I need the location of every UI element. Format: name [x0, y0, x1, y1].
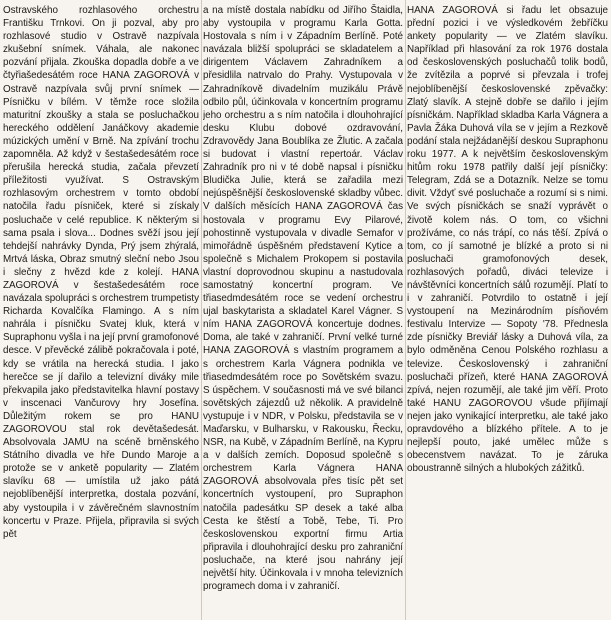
text-column-2: [203, 4, 403, 616]
text-column-3: [407, 4, 608, 616]
column-divider-2: [405, 0, 406, 620]
column-2-text: a na místě dostala nabídku od Jiřího Štaidla, aby vystoupila v programu Karla Gotta. Hostovala s ním i v Západním Berlíně. Poté navázala bližší spolupráci se skladatelem a dirigentem Václavem Zahradníkem a přesidlila natrvalo do Prahy. Vystupovala v Zahradníkově divadelním muzikálu Právě odbilo půl, účinkovala v koncertním programu jeho orchestru a s ním natočila i dlouhohrající desku Klubu dobové ozdravování, Zdravovědy Jana Boublíka ze Žlutic. A začala si budovat i vlastní repertoár. Václav Zahradník pro ni v té době napsal i písničku Bludička Julie, která se zařadila mezi nejúspěšnější československé skladby vůbec. V dalších měsících HANA ZAGOROVÁ čas hostovala v programu Evy Pilarové, pohostinně vystupovala v divadle Semafor v mimořádně úspěšném představení Kytice a společně s Michalem Prokopem si postavila vlastní doprovodnou skupinu a nastudovala samostatný koncertní program. Ve třiasedmdesátém roce se vedení orchestru ujal baskytarista a skladatel Karel Vágner. S ním HANA ZAGOROVÁ koncertuje dodnes. Doma, ale také v zahraničí. První velké turné HANA ZAGOROVÁ s vlastním programem a s orchestrem Karla Vágnera podnikla ve třiasedmdesátém roce po Sovětském svazu. S úspěchem. V současnosti má ve své bilanci sovětských zájezdů už několik. A pravidelně vystupuje i v NDR, v Polsku, představila se v Maďarsku, v Bulharsku, v Rakousku, Řecku, NSR, na Kubě, v Západním Berlíně, na Kypru a v dalších zemích. Doposud společně s orchestrem Karla Vágnera HANA ZAGOROVÁ absolvovala přes tisíc pět set koncertních vystoupení, pro Supraphon natočila padesátku SP desek a také alba Cesta ke štěstí a Tobě, Tebe, Ti. Pro československou exportní firmu Artia připravila i dlouhohrající desku pro zahraniční posluchače, na které jsou nahrány její největší hity. Účinkovala i v mnoha televizních programech doma i v zahraničí.: [203, 5, 403, 593]
column-1-text: Ostravského rozhlasového orchestru Františku Trnkovi. On ji pozval, aby pro rozhlasové studio v Ostravě nazpívala zkušební snímek. Váhala, ale nakonec pozvání přijala. Zkouška dopadla dobře a ve čtyřiašedesátém roce HANA ZAGOROVÁ v Ostravě nazpívala svůj první snímek — Písničku v bílém. V těmže roce složila maturitní zkoušky a stala se posluchačkou hereckého oddělení Janáčkovy akademie múzických umění v Brně. Na zpívání trochu zapomněla. Až když v šestašedesátém roce přerušila herecká studia, začala převzetí příležitosti využívat. S Ostravským rozhlasovým orchestrem v tomto období natočila řadu písniček, které si získaly posluchače v celé republice. K některým si sama psala i slova... Dodnes svěží jsou její tehdejší nahrávky Dynda, Prý jsem zhýralá, Mrtvá láska, Obraz smutný sleční nebo Jsou i slečny z hvězd kde z kolejí. HANA ZAGOROVÁ v šestašedesátém roce navázala spolupráci s orchestrem trumpetisty Richarda Kovalčíka Flamingo. A s ním nahrála i písničku Svatej kluk, která v Supraphonu vyšla i na její první gramofonové desce. V převěcké zálibě pokračovala i poté, kdy se vrátila na herecká studia. I jako herečce se jí dařilo a televizní diváky mile překvapila jako představitelka hlavní postavy v inscenaci Vančurovy hry Josefína. Důležitým rokem se pro HANU ZAGOROVOU stal rok devětašedesát. Absolvovala JAMU na scéně brněnského Státního divadla ve hře Dundo Maroje a protože se v anketě popularity — Zlatém slavíku 68 — umístila už jako pátá nejoblíbenější interpretka, dostala pozvání, aby vystoupila i v závěrečném slavnostním koncertu v Praze. Přijela, připravila si svých pět: [3, 5, 199, 540]
text-column-1: [3, 4, 199, 616]
column-3-text: HANA ZAGOROVÁ si řadu let obsazuje přední pozici i ve výsledkovém žebříčku ankety popularity — ve Zlatém slavíku. Například při hlasování za rok 1976 dostala od československých posluchačů tolik bodů, že zvítězila a poprvé si převzala i trofej nejoblíbenější československé zpěvačky: Zlatý slavík. A stejně dobře se dařilo i jejím písničkám. Například skladba Karla Vágnera a Pavla Žáka Duhová víla se v jejím a Rezkově podání stala nejžádanější deskou Supraphonu roku 1977. A k největším československým hitům roku 1978 patřily další její písničky: Telegram, Zdá se a Dotazník. Nelze se tomu divit. Vždyť své posluchače a rozumí si s nimi. Ve svých písničkách se snaží vyprávět o životě kolem nás. O tom, co všichni prožíváme, co nás trápí, co nás těší. Zpívá o tom, co jí samotné je blízké a proto si ni posluchači gramofonových desek, rozhlasových pořadů, diváci televize i návštěvníci koncertních sálů rozumějí. Platí to i v zahraničí. Potvrdilo to ostatně i její vystoupení na Mezinárodním písňovém festivalu Intervize — Sopoty '78. Přednesla zde písničky Breviář lásky a Duhová víla, za bylo odměněna Cenou Polského rozhlasu a televize. Československý i zahraniční posluchači přízeň, které HANA ZAGOROVÁ zpívá, nejen rozumějí, ale také jim věří. Proto také HANU ZAGOROVOU všude přijímají nejen jako vynikající interpretku, ale také jako opravdového a blízkého přítele. A to je nejlepší pouto, jaké umělec může s obecenstvem navázat. To je záruka oboustranně silných a hlubokých zážitků.: [407, 5, 608, 475]
column-divider-1: [201, 0, 202, 620]
